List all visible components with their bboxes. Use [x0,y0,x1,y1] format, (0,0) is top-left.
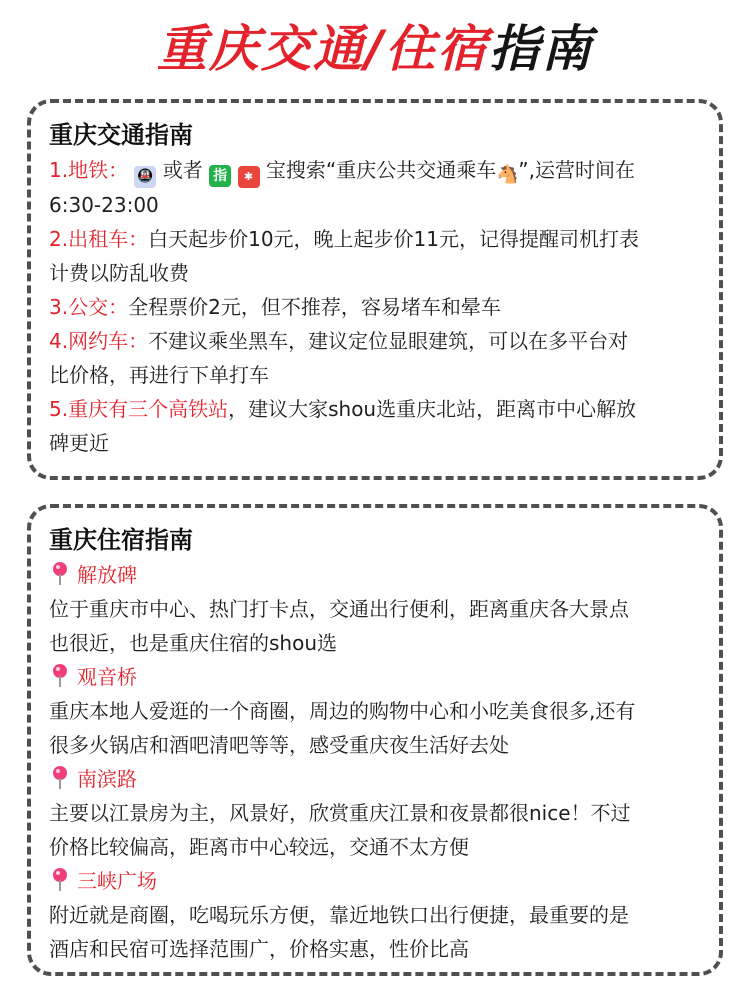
place-desc: 主要以江景房为主，风景好，欣赏重庆江景和夜景都很nice！不过 [49,801,631,825]
place-desc: 重庆本地人爱逛的一个商圈，周边的购物中心和小吃美食很多,还有 [49,699,636,723]
title-red-part: 重庆交通/住宿 [156,20,490,78]
pushpin-icon [49,664,71,688]
metro-text-c: ”,运营时间在 [518,158,635,182]
pushpin-icon [49,766,71,790]
rail-text-line2: 碑更近 [49,431,109,455]
taxi-text-line2: 计费以防乱收费 [49,261,189,285]
ridehail-text: 不建议乘坐黑车，建议定位显眼建筑，可以在多平台对 [148,329,629,353]
place-name: 南滨路 [49,762,703,796]
place-desc: 价格比较偏高，距离市中心较远，交通不太方便 [49,835,469,859]
place-name: 解放碑 [49,558,703,592]
transport-item-metro [49,153,703,188]
taxi-text: 白天起步价10元，晚上起步价11元，记得提醒司机打表 [148,227,639,251]
horse-icon: 🐴 [496,164,519,185]
transport-card [27,99,723,480]
metro-text-b: 宝搜索“重庆公共交通乘车 [265,158,497,182]
lodging-card [27,504,723,976]
place-desc: 位于重庆市中心、热门打卡点，交通出行便利，距离重庆各大景点 [49,597,629,621]
transport-item-rail [49,392,703,426]
ridehail-label: 4.网约车： [49,329,149,353]
lodging-heading: 重庆住宿指南 [49,526,193,554]
pushpin-icon [49,868,71,892]
metro-text-a: 或者 [162,158,203,182]
place-name: 三峡广场 [49,864,703,898]
transport-item-bus [49,290,703,324]
place-desc: 也很近，也是重庆住宿的shou选 [49,631,338,655]
place-desc: 附近就是商圈，吃喝玩乐方便，靠近地铁口出行便捷，最重要的是 [49,903,629,927]
metro-label: 1.地铁： [49,158,129,182]
taxi-label: 2.出租车： [49,227,149,251]
subway-icon: 🚇 [134,166,156,188]
place-desc: 酒店和民宿可选择范围广，价格实惠，性价比高 [49,937,469,961]
pushpin-icon [49,562,71,586]
place-desc: 很多火锅店和酒吧清吧等等，感受重庆夜生活好去处 [49,733,509,757]
title-black-part: 指南 [489,20,594,78]
transport-heading: 重庆交通指南 [49,121,193,149]
zhi-icon: 指 [209,165,231,187]
place-name: 观音桥 [49,660,703,694]
metro-hours: 6:30-23:00 [49,193,159,217]
rail-label: 5.重庆有三个高铁站 [49,397,229,421]
bus-label: 3.公交： [49,295,129,319]
bus-text: 全程票价2元，但不推荐，容易堵车和晕车 [128,295,501,319]
page-title [0,14,750,84]
transport-item-ridehail [49,324,703,358]
red-packet-icon: ✱ [238,166,260,188]
rail-text: ，建议大家shou选重庆北站，距离市中心解放 [228,397,637,421]
transport-item-taxi [49,222,703,256]
ridehail-text-line2: 比价格，再进行下单打车 [49,363,269,387]
